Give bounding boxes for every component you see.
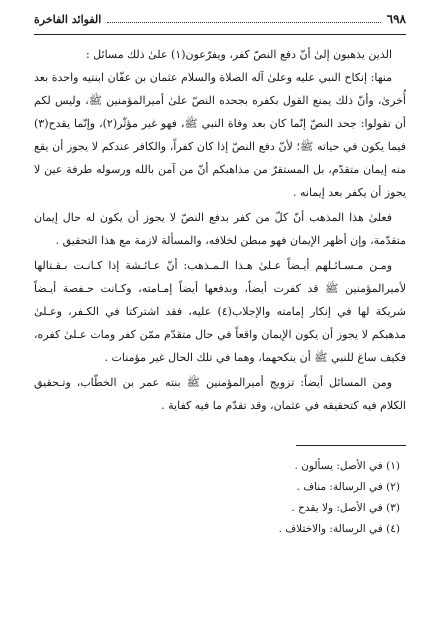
footnote: (٢) في الرسالة: مناف . — [296, 481, 400, 493]
paragraph: ومن المسائل أيضاً: تزويج أميرالمؤمنين ﷺ بنته عمر بن الخطّاب، وتـحقيق الكلام فيه كتحقيقه في عثمان، وقد تقدّم ما فيه كفاية . — [34, 376, 406, 412]
paragraph: الذين يذهبون إلىٰ أنّ دفع النصّ كفر، ويفرّعون(١) علىٰ ذلك مسائل : — [85, 48, 392, 61]
paragraph: ومـن مـسـائـلهم أيـضاً عـلىٰ هـذا الـمـذهب: أنّ عـائـشة إذا كـانـت بـقـتالها لأميرالمؤمنين ﷺ قد كفرت أيضاً، وبدفعها أيضاً إمـامته، وكـانت حـفصة أيـضاً شريكة لها في إنكار إمامته والإجلاب(٤) عليه، فقد اشتركتا في الكـفر، وعـلىٰ مذهبكم لا يجوز أن يكون الإيمان واقعاً في حال متقدّم ممّن كفر ومات عـلىٰ كفره، فكيف ساغ للنبي ﷺ أن ينكحهما، وهما في تلك الحال غير مؤمنات . — [34, 259, 406, 364]
main-text — [34, 43, 406, 417]
footnote-separator — [296, 445, 406, 446]
footnote: (٤) في الرسالة: والاختلاف . — [278, 523, 400, 535]
book-page — [34, 12, 406, 540]
footnote: (١) في الأصل: يسألون . — [294, 460, 400, 472]
header-leader-dots — [107, 21, 380, 23]
page-number: ٦٩٨ — [386, 12, 406, 26]
paragraph: منها: إنكاح النبي عليه وعلىٰ آله الصلاة والسلام عثمان بن عفّان ابنتيه واحدة بعد أُخرىٰ، وأنّ ذلك يمنع القول بكفره بجحده النصّ علىٰ أميرالمؤمنين ﷺ، وليس لكم أن تقولوا: جحد النصّ إنّما كان بعد وفاة النبي ﷺ، فهو غير مؤثّر(٢)، وإنّما يقدح(٣) فيما يكون في حياته ﷺ؛ لأنّ دفع النصّ إذا كان كفراً، والكافر عندكم لا يجوز أن يقع منه إيمان متقدّم، بل المستقرّ من مذاهبكم أنّ من آمن بالله ورسوله طرفة عين لا يجوز أن يكفر بعد إيمانه . — [34, 71, 406, 199]
paragraph: فعلىٰ هذا المذهب أنّ كلّ من كفر بدفع النصّ لا يجوز أن يكون له حال إيمان متقدّمة، وإن أظهر الإيمان فهو مبطن لخلافه، والمسألة لازمة مع هذا التحقيق . — [34, 211, 406, 247]
footnote: (٣) في الأصل: ولا يقدح . — [291, 502, 400, 514]
running-header — [34, 12, 406, 35]
footnotes — [34, 456, 406, 540]
running-title: الفوائد الفاخرة — [34, 13, 102, 26]
